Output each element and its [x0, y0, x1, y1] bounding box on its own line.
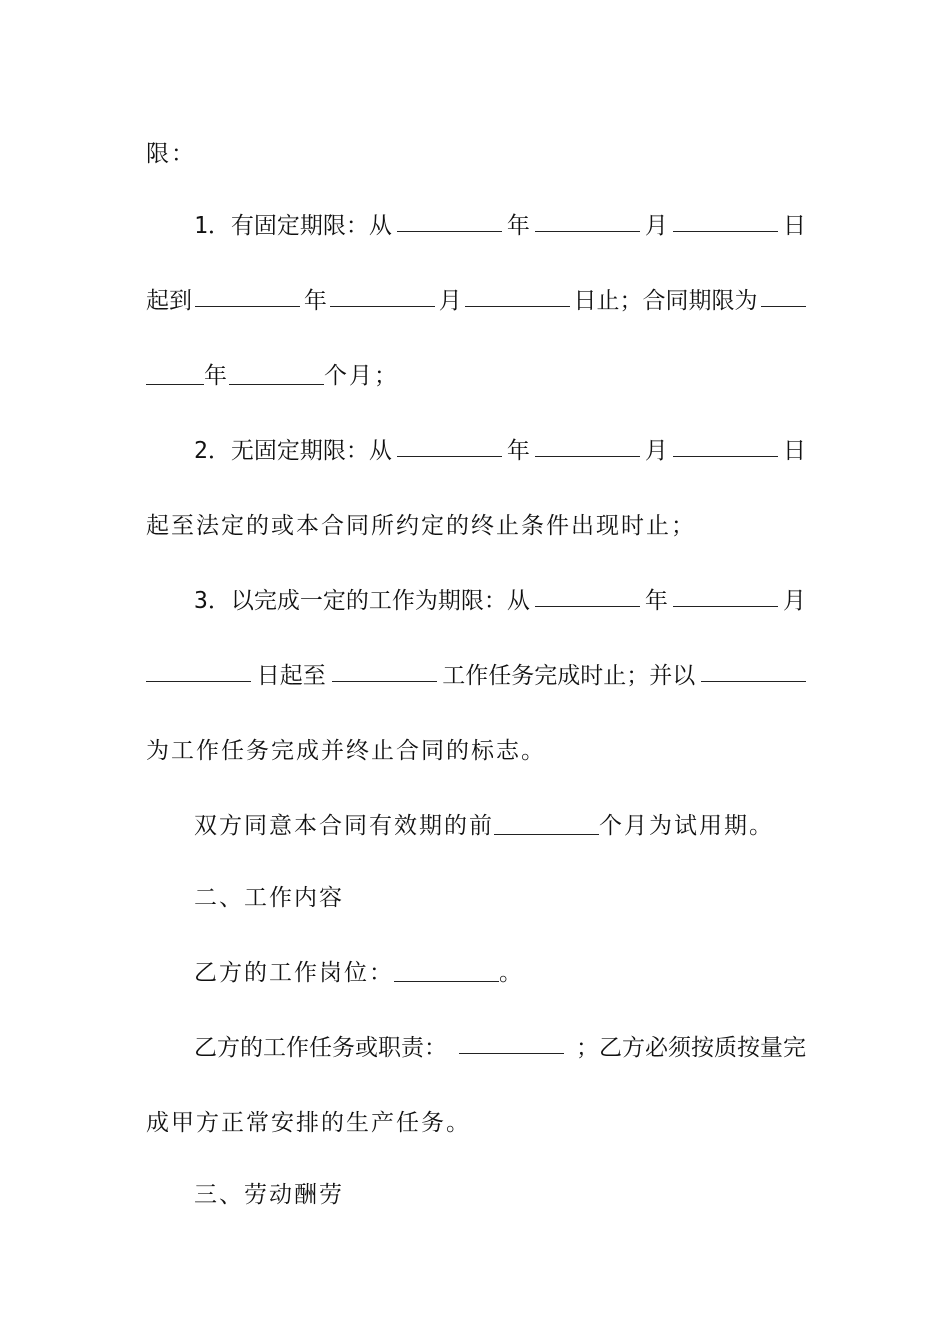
blank-field[interactable] [146, 364, 204, 385]
blank-field[interactable] [673, 586, 778, 607]
blank-field[interactable] [459, 1033, 564, 1054]
blank-field[interactable] [465, 286, 570, 307]
text-line: 限： [146, 141, 196, 167]
blank-field[interactable] [761, 286, 806, 307]
blank-field[interactable] [195, 286, 300, 307]
position-line: 乙方的工作岗位： 。 [194, 960, 524, 986]
blank-field[interactable] [494, 814, 599, 835]
probation-line: 双方同意本合同有效期的前 个月为试用期。 [194, 813, 774, 839]
text-line: 起至法定的或本合同所约定的终止条件出现时止； [146, 513, 696, 539]
text-line: 为工作任务完成并终止合同的标志。 [146, 738, 546, 764]
blank-field[interactable] [535, 436, 640, 457]
fixed-term-end-line: 起到 年 月 日止；合同期限为 [146, 286, 806, 316]
blank-field[interactable] [701, 661, 806, 682]
task-term-line: 3．以完成一定的工作为期限：从 年 月 [194, 588, 806, 614]
task-term-cont-line: 日起至 工作任务完成时止；并以 [146, 661, 806, 691]
blank-field[interactable] [229, 364, 324, 385]
blank-field[interactable] [330, 286, 435, 307]
blank-field[interactable] [146, 661, 251, 682]
section-heading: 二、工作内容 [194, 885, 344, 911]
text-line: 成甲方正常安排的生产任务。 [146, 1110, 471, 1136]
blank-field[interactable] [535, 211, 640, 232]
blank-field[interactable] [394, 961, 499, 982]
blank-field[interactable] [535, 586, 640, 607]
blank-field[interactable] [332, 661, 437, 682]
fixed-term-line: 1．有固定期限：从 年 月 日 [194, 213, 806, 239]
blank-field[interactable] [397, 436, 502, 457]
fixed-term-duration-line: 年 个月； [146, 361, 806, 391]
blank-field[interactable] [673, 436, 778, 457]
blank-field[interactable] [673, 211, 778, 232]
duties-line: 乙方的工作任务或职责： ；乙方必须按质按量完 [194, 1035, 806, 1061]
open-term-line: 2．无固定期限：从 年 月 日 [194, 438, 806, 464]
section-heading: 三、劳动酬劳 [194, 1182, 344, 1208]
blank-field[interactable] [397, 211, 502, 232]
